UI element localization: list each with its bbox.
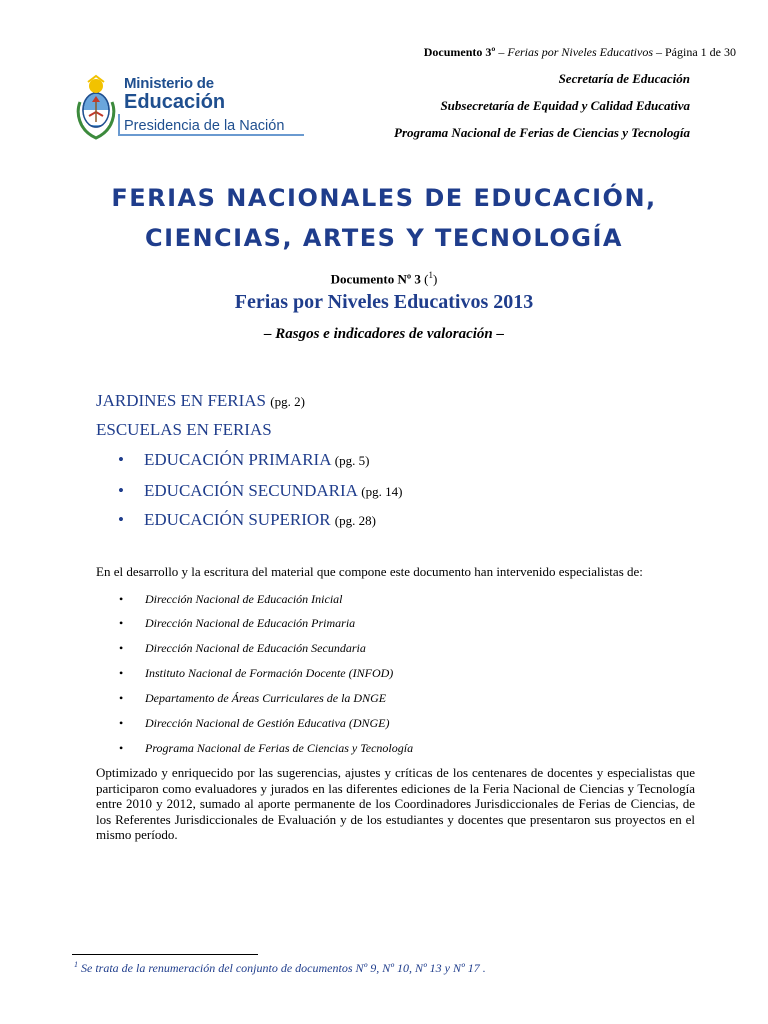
specialist-item bbox=[119, 592, 343, 607]
specialist-label: Dirección Nacional de Educación Secundaria bbox=[145, 641, 366, 655]
logo-line-ministerio: Ministerio de bbox=[124, 75, 214, 92]
bullet-icon: • bbox=[118, 510, 124, 529]
doc-ref-sep: – bbox=[653, 45, 665, 59]
bullet-icon: • bbox=[119, 666, 124, 680]
section-jardines bbox=[96, 391, 305, 411]
specialist-label: Departamento de Áreas Curriculares de la DNGE bbox=[145, 691, 387, 705]
doc-ref-title: Ferias por Niveles Educativos bbox=[507, 45, 653, 59]
specialist-item bbox=[119, 691, 386, 706]
specialist-item bbox=[119, 641, 366, 656]
subtitle: Ferias por Niveles Educativos 2013 bbox=[234, 291, 534, 313]
specialist-label: Dirección Nacional de Educación Primaria bbox=[145, 616, 356, 630]
level-label: EDUCACIÓN SUPERIOR bbox=[144, 510, 331, 529]
doc-ref-sep: – bbox=[495, 45, 508, 59]
specialist-label: Dirección Nacional de Educación Inicial bbox=[145, 592, 343, 606]
specialist-item bbox=[119, 716, 390, 731]
level-item-superior bbox=[118, 510, 376, 530]
bullet-icon: • bbox=[119, 691, 124, 705]
coat-of-arms-icon bbox=[74, 72, 118, 144]
document-number-paren: ) bbox=[432, 271, 438, 287]
level-label: EDUCACIÓN SECUNDARIA bbox=[144, 481, 357, 500]
intro-text: En el desarrollo y la escritura del material que compone este documento han intervenido especialistas de: bbox=[96, 564, 643, 579]
level-item-primaria bbox=[118, 450, 369, 470]
org-line-programa: Programa Nacional de Ferias de Ciencias y Tecnología bbox=[394, 125, 690, 140]
document-number bbox=[0, 270, 768, 287]
level-page: (pg. 28) bbox=[334, 513, 376, 528]
specialist-label: Programa Nacional de Ferias de Ciencias y Tecnología bbox=[145, 741, 414, 755]
level-page: (pg. 5) bbox=[334, 453, 370, 468]
bullet-icon: • bbox=[119, 592, 124, 606]
document-number-paren: ( bbox=[420, 271, 429, 287]
bullet-icon: • bbox=[119, 741, 124, 755]
specialist-item bbox=[119, 666, 393, 681]
bullet-icon: • bbox=[119, 716, 124, 730]
footnote-text: Se trata de la renumeración del conjunto de documentos Nº 9, Nº 10, Nº 13 y Nº 17 . bbox=[78, 961, 486, 975]
level-item-secundaria bbox=[118, 481, 402, 501]
ministry-logo bbox=[74, 70, 306, 148]
specialist-item bbox=[119, 741, 413, 756]
level-page: (pg. 14) bbox=[361, 484, 403, 499]
specialist-item bbox=[119, 616, 355, 631]
bullet-icon: • bbox=[119, 641, 124, 655]
logo-line-educacion: Educación bbox=[124, 91, 226, 113]
bullet-icon: • bbox=[118, 450, 124, 469]
doc-ref-page: Página 1 de 30 bbox=[665, 45, 736, 59]
bullet-icon: • bbox=[119, 616, 124, 630]
level-label: EDUCACIÓN PRIMARIA bbox=[144, 450, 331, 469]
section-jardines-page: (pg. 2) bbox=[270, 394, 305, 409]
footnote bbox=[74, 960, 486, 976]
doc-ref-number: Documento 3º bbox=[423, 45, 496, 59]
footnote-divider bbox=[72, 954, 258, 955]
footnote-ref: 1 bbox=[428, 270, 433, 280]
logo-line-presidencia: Presidencia de la Nación bbox=[124, 118, 285, 134]
bullet-icon: • bbox=[118, 481, 124, 500]
specialist-label: Dirección Nacional de Gestión Educativa (DNGE) bbox=[145, 716, 390, 730]
org-line-subsecretaria: Subsecretaría de Equidad y Calidad Educativa bbox=[440, 98, 690, 113]
section-jardines-label: JARDINES EN FERIAS bbox=[96, 391, 267, 410]
document-number-label: Documento Nº 3 bbox=[330, 271, 421, 287]
main-title-line-1: FERIAS NACIONALES DE EDUCACIÓN, bbox=[111, 184, 657, 212]
org-line-secretaria: Secretaría de Educación bbox=[558, 71, 690, 86]
footnote-marker: 1 bbox=[74, 960, 78, 969]
section-escuelas: ESCUELAS EN FERIAS bbox=[96, 420, 272, 439]
acknowledgement-paragraph: Optimizado y enriquecido por las sugerencias, ajustes y críticas de los centenares de docentes y especialistas que participaron como evaluadores y jurados en las diferentes ediciones de la Feria Nacional de Ciencias y Tecnología entre 2010 y 2012, sumado al aporte permanente de los Coordinadores Jurisdiccionales de Ferias de Ciencias, de los Referentes Jurisdiccionales de Evaluación y de los estudiantes y docentes que presentaron sus proyectos en el mismo período. bbox=[96, 765, 695, 842]
specialist-label: Instituto Nacional de Formación Docente (INFOD) bbox=[145, 666, 394, 680]
document-reference bbox=[424, 45, 736, 60]
tagline: – Rasgos e indicadores de valoración – bbox=[264, 326, 504, 342]
main-title-line-2: CIENCIAS, ARTES Y TECNOLOGÍA bbox=[145, 224, 623, 252]
